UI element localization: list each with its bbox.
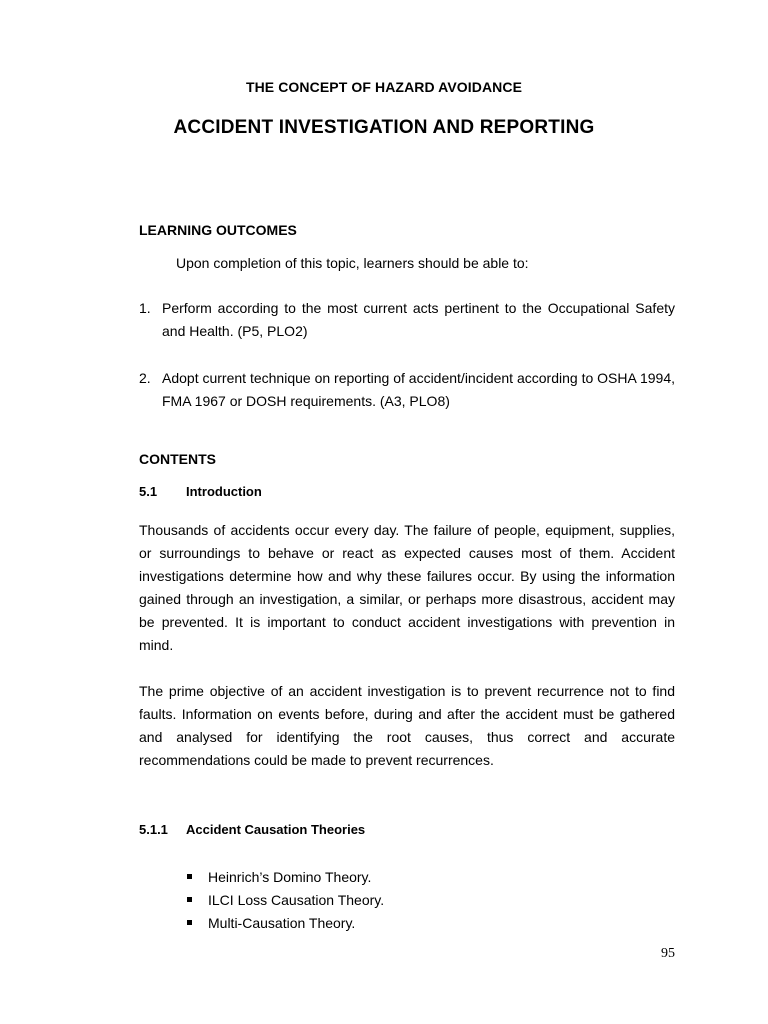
square-bullet-icon — [187, 874, 192, 879]
subsection-title: Accident Causation Theories — [186, 822, 366, 837]
objective-paragraph: The prime objective of an accident investigation is to prevent recurrence not to find faults. Information on events before, during and after the accident must be gathered and analysed for identifying the root causes, thus correct and accurate recommendations could be made to prevent recurrences. — [139, 683, 675, 768]
learning-outcome-text: Perform according to the most current acts pertinent to the Occupational Safety and Health. (P5, PLO2) — [162, 300, 675, 339]
page-number: 95 — [661, 946, 675, 961]
document-title: ACCIDENT INVESTIGATION AND REPORTING — [173, 117, 595, 138]
subsection-heading-causation-theories — [0, 822, 768, 840]
causation-theories-list — [186, 866, 384, 935]
list-item-text: Multi-Causation Theory. — [208, 915, 356, 931]
list-item — [186, 866, 384, 889]
list-item-text: ILCI Loss Causation Theory. — [208, 892, 385, 908]
square-bullet-icon — [187, 897, 192, 902]
list-item — [186, 912, 384, 935]
section-heading-introduction — [0, 484, 768, 502]
learning-outcomes-heading: LEARNING OUTCOMES — [139, 222, 297, 238]
document-kicker: THE CONCEPT OF HAZARD AVOIDANCE — [245, 79, 523, 95]
list-item-text: Heinrich’s Domino Theory. — [208, 869, 372, 885]
learning-outcome-number: 1. — [139, 300, 151, 316]
learning-outcome-text: Adopt current technique on reporting of accident/incident according to OSHA 1994, FMA 1967 or DOSH requirements. (A3, PLO8) — [162, 370, 675, 409]
subsection-number: 5.1.1 — [139, 822, 168, 837]
section-title: Introduction — [186, 484, 262, 499]
learning-outcome-item — [139, 297, 675, 343]
list-item — [186, 889, 384, 912]
square-bullet-icon — [187, 920, 192, 925]
introduction-paragraph: Thousands of accidents occur every day. The failure of people, equipment, supplies, or surroundings to behave or react as expected causes most of them. Accident investigations determine how and why these failures occur. By using the information gained through an investigation, a similar, or perhaps more disastrous, accident may be prevented. It is important to conduct accident investigations with prevention in mind. — [139, 522, 675, 653]
learning-outcome-number: 2. — [139, 370, 151, 386]
contents-heading: CONTENTS — [139, 451, 216, 467]
section-number: 5.1 — [139, 484, 158, 499]
learning-outcome-item — [139, 367, 675, 413]
learning-outcomes-intro: Upon completion of this topic, learners should be able to: — [176, 255, 529, 271]
